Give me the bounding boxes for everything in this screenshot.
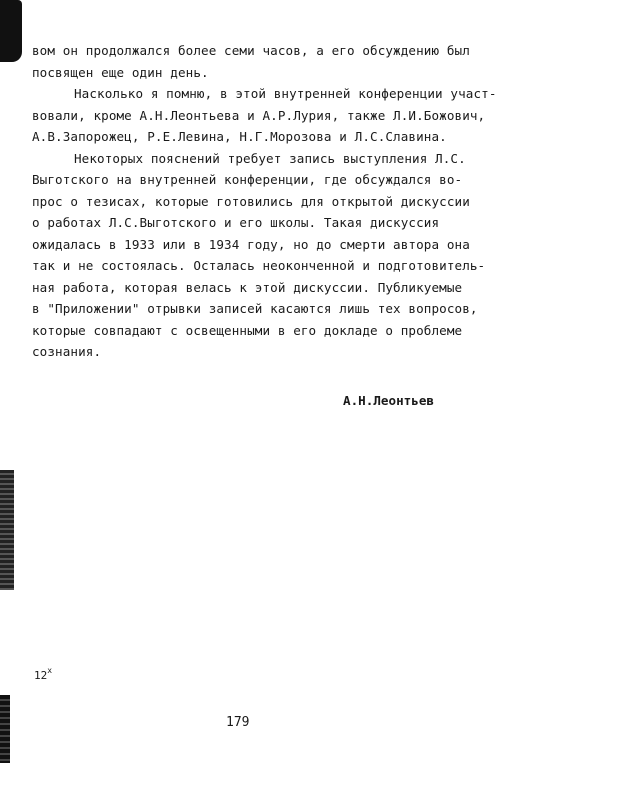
sheet-mark-number: 12 [34, 669, 48, 682]
binding-shadow-bottom [0, 695, 10, 763]
body-text [32, 40, 552, 363]
text-line: сознания. [32, 344, 102, 359]
text-line: которые совпадают с освещенными в его докладе о проблеме [32, 322, 463, 338]
text-line: Насколько я помню, в этой внутренней конференции участ- [74, 86, 497, 101]
text-line: вовали, кроме А.Н.Леонтьева и А.Р.Лурия, также Л.И.Божович, [32, 107, 486, 123]
text-line: Некоторых пояснений требует запись выступления Л.С. [74, 150, 466, 166]
text-line: ная работа, которая велась к этой дискуссии. Публикуемые [32, 279, 463, 295]
text-line: в "Приложении" отрывки записей касаются лишь тех вопросов, [32, 301, 478, 316]
sheet-mark-superscript: x [47, 666, 53, 675]
text-line: прос о тезисах, которые готовились для открытой дискуссии [32, 193, 470, 209]
text-line: Выготского на внутренней конференции, где обсуждался во- [32, 172, 463, 187]
sheet-mark [34, 666, 52, 682]
author-signature: А.Н.Леонтьев [343, 393, 434, 408]
text-line: посвящен еще один день. [32, 64, 209, 80]
text-line: А.В.Запорожец, Р.Е.Левина, Н.Г.Морозова и Л.С.Славина. [32, 129, 447, 144]
text-line: о работах Л.С.Выготского и его школы. Такая дискуссия [32, 215, 440, 230]
text-line: так и не состоялась. Осталась неоконченной и подготовитель- [32, 258, 486, 273]
binding-shadow-middle [0, 470, 14, 590]
text-line: вом он продолжался более семи часов, а его обсуждению был [32, 43, 470, 58]
page-number: 179 [226, 715, 250, 730]
text-line: ожидалась в 1933 или в 1934 году, но до смерти автора она [32, 236, 470, 252]
binding-shadow-top [0, 0, 22, 62]
